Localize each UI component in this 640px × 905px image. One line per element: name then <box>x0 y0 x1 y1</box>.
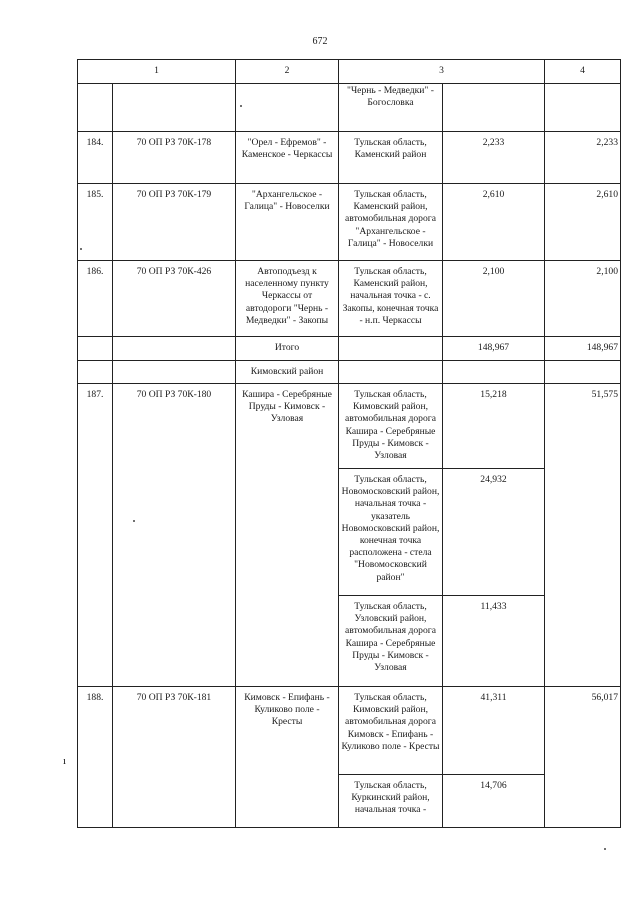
cell-length: 24,932 <box>443 469 545 596</box>
cell-length: 2,100 <box>443 261 545 337</box>
cell-id: 70 ОП РЗ 70К-178 <box>113 132 236 184</box>
cell-location: "Чернь - Медведки" - Богословка <box>339 84 443 132</box>
cell-total <box>545 84 621 132</box>
table-row-185 <box>78 184 621 261</box>
cell-id: 70 ОП РЗ 70К-179 <box>113 184 236 261</box>
header-col-1: 1 <box>78 60 236 84</box>
cell-id <box>113 84 236 132</box>
cell-name: "Архангельское - Галица" - Новоселки <box>236 184 339 261</box>
cell-name: Кашира - Серебряные Пруды - Кимовск - Узловая <box>236 384 339 687</box>
table-row-itogo <box>78 337 621 361</box>
header-col-3: 3 <box>339 60 545 84</box>
cell-length: 14,706 <box>443 775 545 828</box>
itogo-label: Итого <box>236 337 339 361</box>
cell-total: 2,100 <box>545 261 621 337</box>
table-row-184 <box>78 132 621 184</box>
cell-length <box>443 84 545 132</box>
cell-total: 56,017 <box>545 687 621 828</box>
cell-name: "Орел - Ефремов" - Каменское - Черкассы <box>236 132 339 184</box>
cell-name: Кимовск - Епифань - Куликово поле - Кресты <box>236 687 339 828</box>
cell-length: 41,311 <box>443 687 545 775</box>
table-row-district <box>78 361 621 384</box>
header-col-2: 2 <box>236 60 339 84</box>
cell-location: Тульская область, Каменский район, начальная точка - с. Закопы, конечная точка - н.п. Черкассы <box>339 261 443 337</box>
page-number: 672 <box>312 36 328 47</box>
cell-location: Тульская область, Новомосковский район, начальная точка - указатель Новомосковский район, конечная точка расположена - стела "Новомосковский район" <box>339 469 443 596</box>
scan-speck <box>80 248 82 250</box>
cell-location: Тульская область, Узловский район, автомобильная дорога Кашира - Серебряные Пруды - Кимовск - Узловая <box>339 596 443 687</box>
cell-length: 11,433 <box>443 596 545 687</box>
itogo-total: 148,967 <box>545 337 621 361</box>
scan-speck <box>133 520 135 522</box>
table-row-186 <box>78 261 621 337</box>
cell-no: 187. <box>78 384 113 687</box>
cell-no: 185. <box>78 184 113 261</box>
cell-total: 2,610 <box>545 184 621 261</box>
cell-name: Автоподъезд к населенному пункту Черкассы от автодороги "Чернь - Медведки" - Закопы <box>236 261 339 337</box>
table-header-row <box>78 60 621 84</box>
itogo-length: 148,967 <box>443 337 545 361</box>
cell-name <box>236 84 339 132</box>
cell-no: 188. <box>78 687 113 828</box>
cell-location: Тульская область, Куркинский район, начальная точка - <box>339 775 443 828</box>
cell-length: 15,218 <box>443 384 545 469</box>
cell-location: Тульская область, Кимовский район, автомобильная дорога Кимовск - Епифань - Куликово поле - Кресты <box>339 687 443 775</box>
cell-total: 51,575 <box>545 384 621 687</box>
margin-mark: ı <box>63 755 67 767</box>
header-col-4: 4 <box>545 60 621 84</box>
table-row-187 <box>78 384 621 469</box>
cell-length: 2,233 <box>443 132 545 184</box>
cell-location: Тульская область, Каменский район <box>339 132 443 184</box>
cell-no: 184. <box>78 132 113 184</box>
cell-no <box>78 84 113 132</box>
scan-speck <box>240 105 242 107</box>
cell-location: Тульская область, Каменский район, автомобильная дорога "Архангельское - Галица" - Новоселки <box>339 184 443 261</box>
cell-no: 186. <box>78 261 113 337</box>
table-row-continued <box>78 84 621 132</box>
cell-total: 2,233 <box>545 132 621 184</box>
cell-length: 2,610 <box>443 184 545 261</box>
cell-id: 70 ОП РЗ 70К-180 <box>113 384 236 687</box>
table-row-188 <box>78 687 621 775</box>
cell-id: 70 ОП РЗ 70К-181 <box>113 687 236 828</box>
cell-location: Тульская область, Кимовский район, автомобильная дорога Кашира - Серебряные Пруды - Кимовск - Узловая <box>339 384 443 469</box>
district-label: Кимовский район <box>236 361 339 384</box>
road-register-table <box>77 59 621 828</box>
scan-speck <box>604 848 606 850</box>
cell-id: 70 ОП РЗ 70К-426 <box>113 261 236 337</box>
